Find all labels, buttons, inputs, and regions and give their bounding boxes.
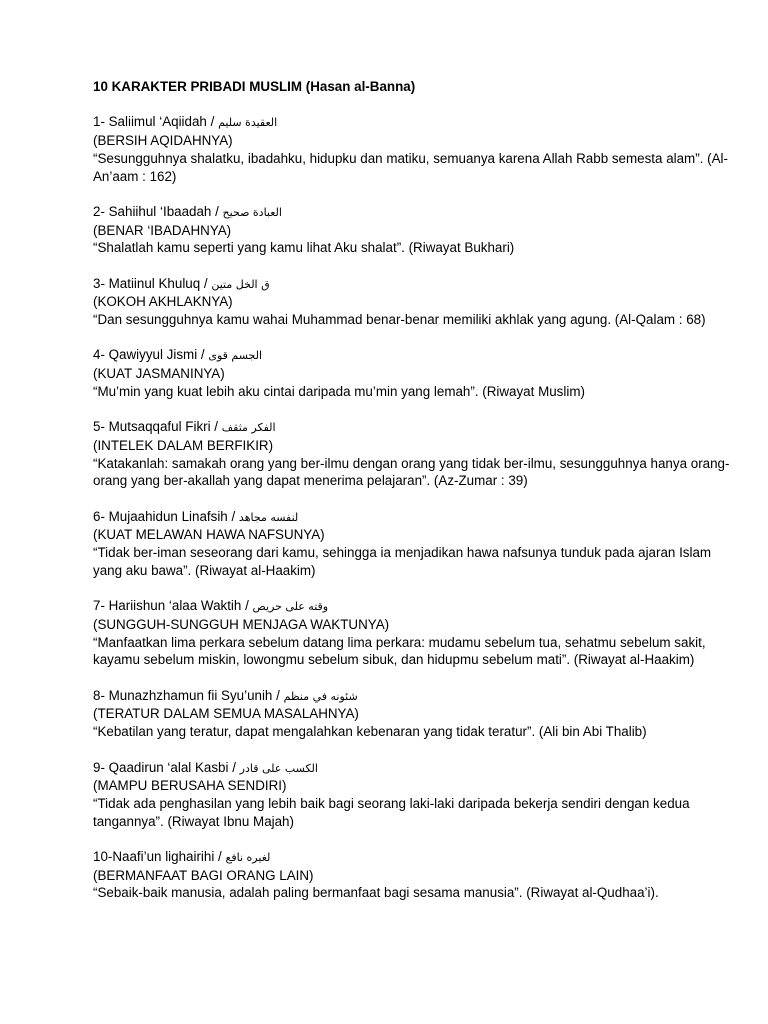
item-subtitle: (BERMANFAAT BAGI ORANG LAIN)	[93, 867, 314, 883]
item-heading-latin: 4- Qawiyyul Jismi /	[93, 347, 205, 363]
item-heading	[93, 759, 743, 778]
item-heading-latin: 8- Munazhzhamun fii Syu’unih /	[93, 687, 280, 703]
item-heading	[93, 275, 743, 294]
item-quote: “Katakanlah: samakah orang yang ber-ilmu dengan orang yang tidak ber-ilmu, sesungguhnya hanya orang-orang yang ber-akallah yang dapat menerima pelajaran”. (Az-Zumar : 39)	[93, 455, 730, 489]
item-heading-latin: 2- Sahiihul ‘Ibaadah /	[93, 203, 219, 219]
item-heading-arabic: لغيره نافع	[225, 851, 271, 865]
item-heading	[93, 508, 743, 527]
item-heading	[93, 418, 743, 437]
item-heading-arabic: الجسم قوى	[208, 349, 263, 363]
item-quote: “Sesungguhnya shalatku, ibadahku, hidupku dan matiku, semuanya karena Allah Rabb semesta alam”. (Al-An’aam : 162)	[93, 150, 728, 184]
list-item	[93, 203, 743, 257]
document-title: 10 KARAKTER PRIBADI MUSLIM (Hasan al-Banna)	[93, 79, 416, 94]
list-item	[93, 346, 743, 400]
item-heading	[93, 346, 743, 365]
item-heading-arabic: العبادة صحيح	[222, 205, 282, 219]
item-subtitle: (MAMPU BERUSAHA SENDIRI)	[93, 778, 287, 794]
item-heading-latin: 10-Naafi’un lighairihi /	[93, 849, 222, 865]
item-subtitle: (TERATUR DALAM SEMUA MASALAHNYA)	[93, 706, 359, 722]
list-item	[93, 597, 743, 669]
item-quote: “Tidak ber-iman seseorang dari kamu, sehingga ia menjadikan hawa nafsunya tunduk pada ajaran Islam yang aku bawa”. (Riwayat al-Haakim)	[93, 545, 712, 578]
item-quote: “Shalatlah kamu seperti yang kamu lihat Aku shalat”. (Riwayat Bukhari)	[93, 240, 515, 256]
item-subtitle: (KOKOH AKHLAKNYA)	[93, 294, 233, 310]
item-heading	[93, 848, 743, 867]
item-heading	[93, 203, 743, 222]
item-quote: “Manfaatkan lima perkara sebelum datang lima perkara: mudamu sebelum tua, sehatmu sebelum sakit, kayamu sebelum miskin, lowongmu sebelum sibuk, dan hidupmu sebelum mati”. (Riwayat al-Haakim)	[93, 634, 706, 668]
item-heading	[93, 687, 743, 706]
item-heading-latin: 3- Matiinul Khuluq /	[93, 275, 208, 291]
item-subtitle: (KUAT MELAWAN HAWA NAFSUNYA)	[93, 527, 325, 543]
item-subtitle: (BENAR ‘IBADAHNYA)	[93, 222, 232, 238]
item-heading	[93, 597, 743, 616]
item-heading-latin: 1- Saliimul ‘Aqiidah /	[93, 114, 215, 130]
item-quote: “Mu’min yang kuat lebih aku cintai daripada mu’min yang lemah”. (Riwayat Muslim)	[93, 383, 585, 399]
list-item	[93, 508, 743, 580]
item-quote: “Tidak ada penghasilan yang lebih baik bagi seorang laki-laki daripada bekerja sendiri dengan kedua tangannya”. (Riwayat Ibnu Majah)	[93, 795, 690, 829]
list-item	[93, 418, 743, 490]
item-quote: “Kebatilan yang teratur, dapat mengalahkan kebenaran yang tidak teratur”. (Ali bin Abi Thalib)	[93, 724, 647, 740]
item-heading-arabic: ق الخل متين	[211, 277, 270, 291]
item-subtitle: (SUNGGUH-SUNGGUH MENJAGA WAKTUNYA)	[93, 616, 390, 632]
item-subtitle: (INTELEK DALAM BERFIKIR)	[93, 437, 274, 453]
item-subtitle: (KUAT JASMANINYA)	[93, 366, 225, 382]
item-heading-arabic: الكسب على قادر	[239, 761, 318, 775]
item-heading-arabic: العقيدة سليم	[218, 116, 278, 130]
list-item	[93, 759, 743, 831]
item-heading-latin: 6- Mujaahidun Linafsih /	[93, 508, 236, 524]
list-item	[93, 687, 743, 741]
item-subtitle: (BERSIH AQIDAHNYA)	[93, 133, 233, 149]
list-item	[93, 113, 743, 185]
item-heading-latin: 5- Mutsaqqaful Fikri /	[93, 419, 219, 435]
item-heading-arabic: شئونه في منظم	[283, 689, 358, 703]
item-heading	[93, 113, 743, 132]
item-heading-latin: 7- Hariishun ‘alaa Waktih /	[93, 598, 249, 614]
list-item	[93, 848, 743, 902]
list-item	[93, 275, 743, 329]
item-quote: “Dan sesungguhnya kamu wahai Muhammad benar-benar memiliki akhlak yang agung. (Al-Qalam : 68)	[93, 312, 706, 328]
document-page	[93, 78, 743, 920]
item-heading-arabic: الفكر مثقف	[221, 421, 276, 435]
item-heading-latin: 9- Qaadirun ‘alal Kasbi /	[93, 759, 236, 775]
item-heading-arabic: لنفسه مجاهد	[238, 510, 299, 524]
item-quote: “Sebaik-baik manusia, adalah paling bermanfaat bagi sesama manusia”. (Riwayat al-Qudhaa’i).	[93, 885, 659, 901]
item-heading-arabic: وقته على حريص	[252, 600, 329, 614]
